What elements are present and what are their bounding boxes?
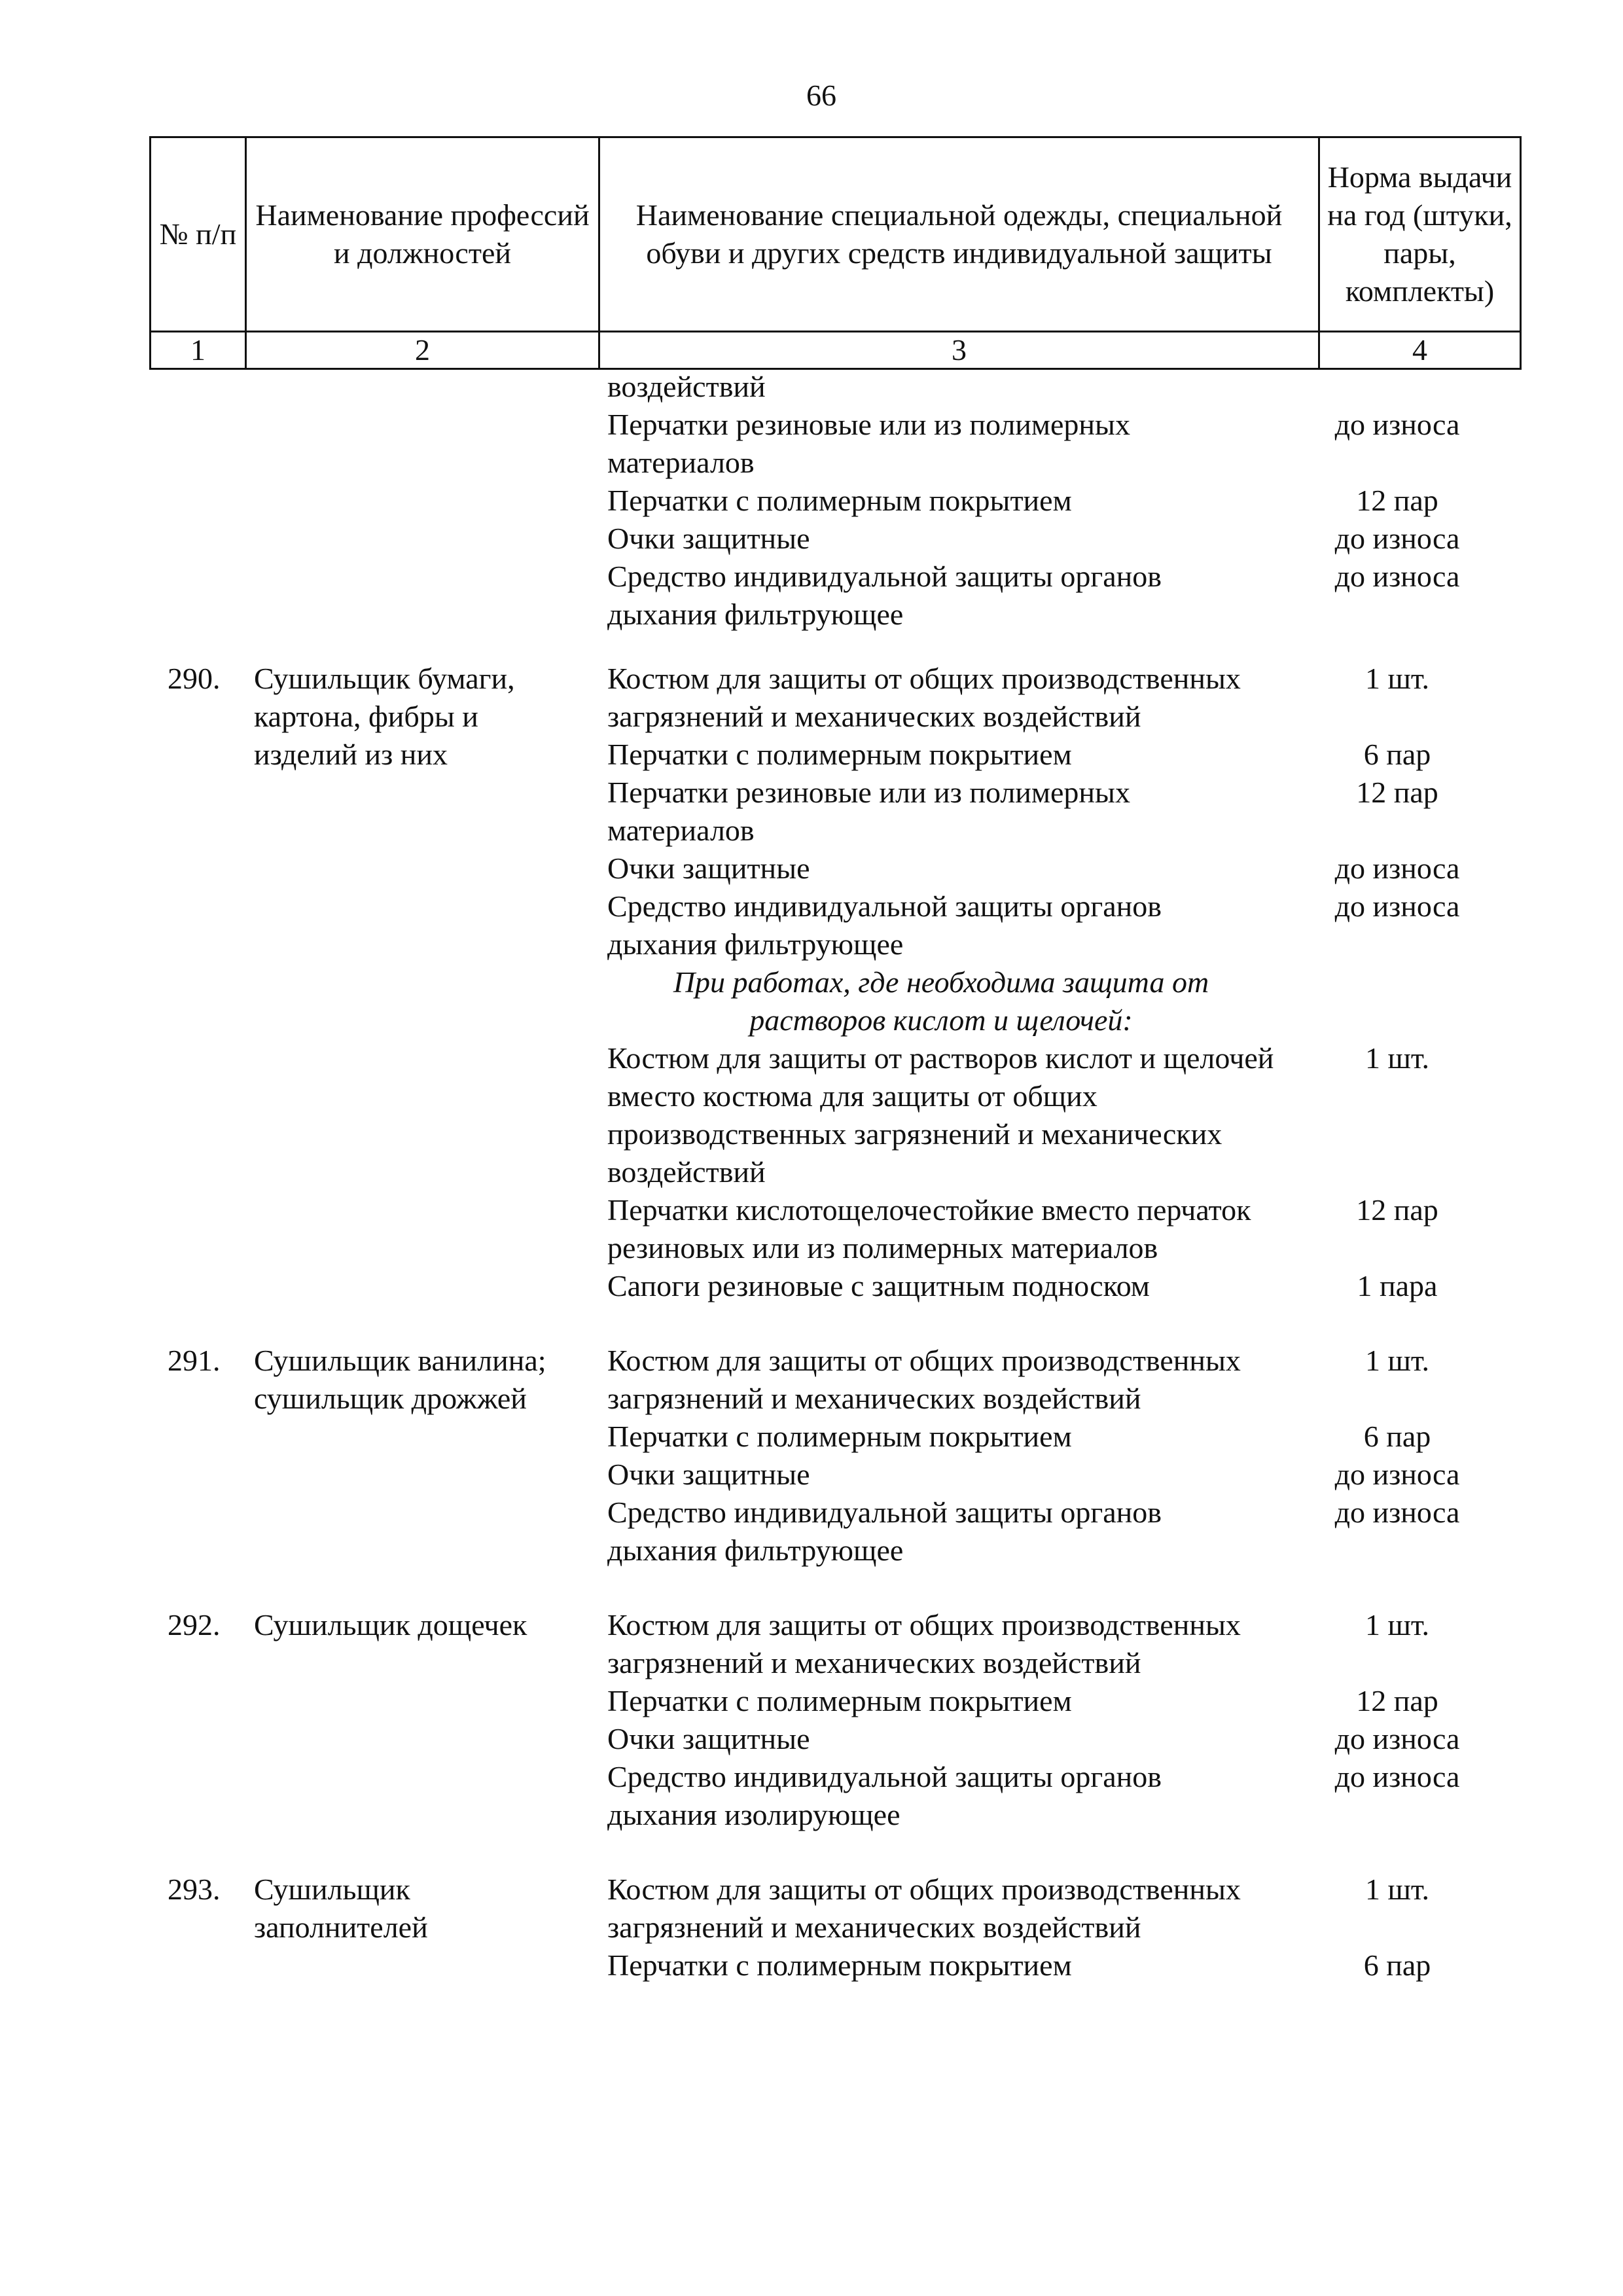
list-item: [149, 1418, 1520, 1456]
item-name: Средство индивидуальной защиты органов дыхания фильтрующее: [607, 889, 1162, 961]
item-name: Средство индивидуальной защиты органов дыхания фильтрующее: [607, 560, 1162, 631]
item-norm: 6 пар: [1363, 1420, 1431, 1453]
item-name: Перчатки с полимерным покрытием: [607, 1684, 1072, 1717]
item-name: Средство индивидуальной защиты органов дыхания изолирующее: [607, 1760, 1162, 1831]
item-name: Очки защитные: [607, 522, 810, 555]
item-name: Костюм для защиты от общих производственных загрязнений и механических воздействий: [607, 1344, 1241, 1415]
header-equipment: Наименование специальной одежды, специальной обуви и других средств индивидуальной защиты: [599, 137, 1319, 332]
header-norm: Норма выдачи на год (штуки, пары, комплекты): [1319, 137, 1521, 332]
item-name: Перчатки с полимерным покрытием: [607, 1420, 1072, 1453]
item-norm: 1 шт.: [1364, 662, 1430, 695]
item-norm: до износа: [1334, 560, 1460, 593]
profession-name: Сушильщик ванилина; сушильщик дрожжей: [254, 1344, 546, 1415]
item-norm: 1 шт.: [1364, 1344, 1430, 1377]
profession-name: Сушильщик заполнителей: [254, 1873, 428, 1944]
table-row-290: [149, 660, 1520, 1305]
item-norm: до износа: [1334, 408, 1460, 441]
list-item: [149, 1720, 1520, 1758]
column-number-3: 3: [599, 332, 1319, 369]
row-number: 290.: [168, 662, 221, 695]
item-name: Перчатки резиновые или из полимерных материалов: [607, 776, 1130, 847]
page-number: 66: [806, 79, 836, 112]
item-norm: 1 шт.: [1364, 1041, 1430, 1075]
item-name: Перчатки кислотощелочестойкие вместо перчаток резиновых или из полимерных материалов: [607, 1193, 1251, 1265]
table-row-293: [149, 1871, 1520, 1984]
item-name: воздействий: [607, 370, 766, 403]
list-item: [149, 1758, 1520, 1834]
table-body: [149, 368, 1520, 2021]
item-norm: 1 шт.: [1364, 1873, 1430, 1906]
list-item: [149, 1946, 1520, 1984]
item-norm: до износа: [1334, 1760, 1460, 1793]
list-item: [149, 1191, 1520, 1267]
item-name: Костюм для защиты от общих производственных загрязнений и механических воздействий: [607, 1873, 1241, 1944]
list-item: [149, 482, 1520, 520]
list-item: [149, 1039, 1520, 1191]
item-name: Перчатки с полимерным покрытием: [607, 1948, 1072, 1982]
item-norm: до износа: [1334, 1722, 1460, 1755]
column-number-4: 4: [1319, 332, 1521, 369]
item-name: Костюм для защиты от общих производственных загрязнений и механических воздействий: [607, 662, 1241, 733]
list-item: [149, 888, 1520, 963]
header-number: № п/п: [151, 137, 246, 332]
item-norm: до износа: [1334, 1496, 1460, 1529]
profession-name: Сушильщик бумаги, картона, фибры и изделий из них: [254, 662, 515, 771]
table-row-292: [149, 1606, 1520, 1834]
column-number-1: 1: [151, 332, 246, 369]
row-number: 293.: [168, 1873, 221, 1906]
list-item: [149, 1494, 1520, 1570]
item-name: Перчатки резиновые или из полимерных материалов: [607, 408, 1130, 479]
table-row-291: [149, 1342, 1520, 1570]
table-header: [149, 136, 1522, 370]
list-item: [149, 1682, 1520, 1720]
item-norm: до износа: [1334, 889, 1460, 923]
item-norm: 1 шт.: [1364, 1608, 1430, 1641]
row-number: 292.: [168, 1608, 221, 1641]
list-item: [149, 774, 1520, 850]
item-name: Костюм для защиты от общих производственных загрязнений и механических воздействий: [607, 1608, 1241, 1679]
item-norm: 6 пар: [1363, 1948, 1431, 1982]
continuation-group: [149, 368, 1520, 634]
list-item: [149, 1456, 1520, 1494]
item-norm: до износа: [1334, 1458, 1460, 1491]
item-norm: 12 пар: [1356, 1684, 1438, 1717]
conditional-note: При работах, где необходима защита от растворов кислот и щелочей:: [673, 965, 1209, 1037]
item-norm: 12 пар: [1356, 484, 1438, 517]
item-name: Костюм для защиты от растворов кислот и щелочей вместо костюма для защиты от общих производственных загрязнений и механических воздействий: [607, 1041, 1274, 1189]
item-name: Перчатки с полимерным покрытием: [607, 738, 1072, 771]
list-item: [149, 368, 1520, 406]
item-norm: до износа: [1334, 522, 1460, 555]
item-name: Перчатки с полимерным покрытием: [607, 484, 1072, 517]
list-item: [149, 1267, 1520, 1305]
item-norm: 12 пар: [1356, 776, 1438, 809]
item-name: Средство индивидуальной защиты органов дыхания фильтрующее: [607, 1496, 1162, 1567]
header-profession: Наименование профессий и должностей: [246, 137, 599, 332]
list-item: [149, 520, 1520, 558]
item-norm: [1275, 368, 1520, 406]
item-norm: 12 пар: [1356, 1193, 1438, 1227]
profession-name: Сушильщик дощечек: [254, 1608, 527, 1641]
list-item: [149, 406, 1520, 482]
row-number: 291.: [168, 1344, 221, 1377]
list-item: [149, 850, 1520, 888]
item-name: Очки защитные: [607, 1722, 810, 1755]
column-number-2: 2: [246, 332, 599, 369]
item-name: Сапоги резиновые с защитным подноском: [607, 1269, 1150, 1302]
item-norm: до износа: [1334, 852, 1460, 885]
item-norm: 1 пара: [1357, 1269, 1438, 1302]
list-item: [149, 558, 1520, 634]
item-norm: 6 пар: [1363, 738, 1431, 771]
item-name: Очки защитные: [607, 1458, 810, 1491]
item-name: Очки защитные: [607, 852, 810, 885]
